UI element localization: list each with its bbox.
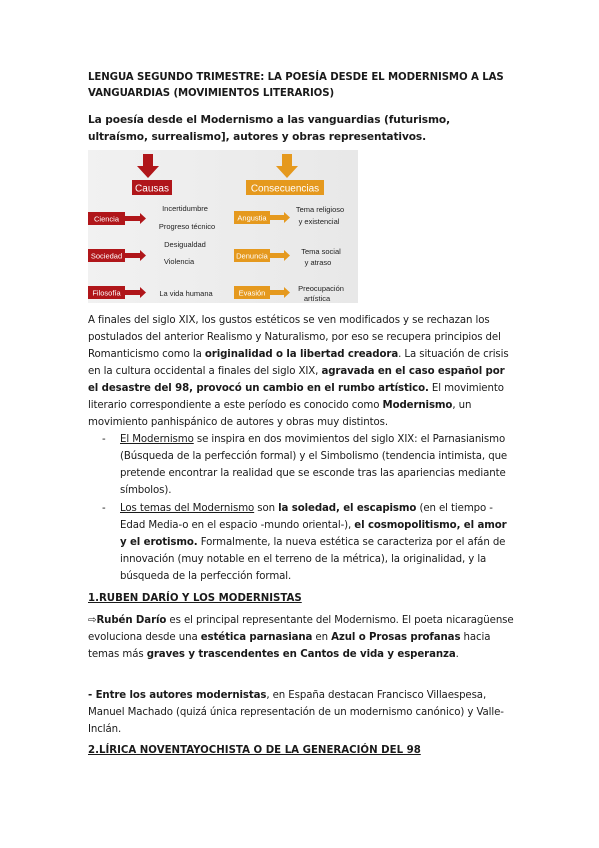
middle-label-1a: Incertidumbre xyxy=(162,204,208,213)
causes-consequences-diagram xyxy=(88,150,358,303)
p1-text-1: A finales del siglo XIX, los gustos estéticos se ven modificados y se rechazan los postulados del anterior Realismo y Naturalismo, por eso se recupera principios del Romanticismo como la xyxy=(88,315,501,360)
p2-bold-4: graves y trascendentes en Cantos de vida y esperanza xyxy=(146,649,456,660)
result-label-2b: y atraso xyxy=(304,258,332,267)
cause-arrow-3 xyxy=(125,287,146,298)
p1-bold-1: originalidad o la libertad creadora xyxy=(204,349,399,360)
list-item-2-text-3: Formalmente, la nueva estética se caracteriza por el afán de innovación (muy notable en el terreno de la métrica), la originalidad, y la búsqueda de la perfección formal. xyxy=(120,537,506,582)
middle-label-2a: Desigualdad xyxy=(164,240,206,249)
list-item-2-text-2: (en el tiempo -Edad Media-o en el espacio -mundo oriental-), xyxy=(120,503,493,531)
list-item xyxy=(100,431,514,499)
p2-text-2: en xyxy=(312,632,332,643)
list-item-1-text: se inspira en dos movimientos del siglo XIX: el Parnasianismo (Búsqueda de la perfección formal) y el Simbolismo (tendencia intimista, que pretende encontrar la realidad que se esconde tras las apariencias mediante símbolos). xyxy=(120,434,508,496)
section-heading-1: 1.RUBEN DARÍO Y LOS MODERNISTAS xyxy=(88,593,302,604)
p1-text-2: . La situación de crisis en la cultura occidental a finales del siglo XIX, xyxy=(88,349,509,377)
result-label-3a: Preocupación xyxy=(298,284,344,293)
middle-label-3a: La vida humana xyxy=(159,289,213,298)
consecuencias-header: Consecuencias xyxy=(250,183,320,195)
p1-text-3: El movimiento literario correspondiente a este período es conocido como xyxy=(88,383,504,411)
p3-text-1: , en España destacan Francisco Villaespesa, Manuel Machado (quizá única representación de un modernismo canónico) y Valle-Inclán. xyxy=(88,690,504,735)
cause-label-filosofia: Filosofía xyxy=(92,288,121,298)
list-item xyxy=(100,500,514,585)
consequence-arrow-2 xyxy=(270,250,290,261)
consequence-label-angustia: Angustia xyxy=(237,213,267,223)
result-label-1a: Tema religioso xyxy=(295,205,345,214)
p2-text-1: es el principal representante del Modernismo. El poeta nicaragüense evoluciona desde una xyxy=(88,615,514,643)
intro-paragraph xyxy=(88,312,514,431)
causas-header: Causas xyxy=(135,183,169,195)
arrow-icon: ⇨ xyxy=(88,615,97,626)
consequence-arrow-1 xyxy=(270,212,290,223)
cause-label-ciencia: Ciencia xyxy=(93,214,120,224)
list-dash: - xyxy=(102,503,106,514)
list-item-2-bold-1: la soledad, el escapismo xyxy=(278,503,417,514)
document-title: LENGUA SEGUNDO TRIMESTRE: LA POESÍA DESDE EL MODERNISMO A LAS VANGUARDIAS (MOVIMIENTOS LITERARIOS) xyxy=(88,72,504,99)
p1-bold-2: agravada en el caso español por el desastre del 98, provocó un cambio en el rumbo artístico. xyxy=(88,366,505,394)
p2-bold-2: estética parnasiana xyxy=(200,632,313,643)
consecuencias-arrow xyxy=(276,154,298,178)
list-item-2-text-1: son xyxy=(254,503,279,514)
section-heading-2: 2.LÍRICA NOVENTAYOCHISTA O DE LA GENERACIÓN DEL 98 xyxy=(88,745,421,756)
cause-arrow-1 xyxy=(125,213,146,224)
result-label-3b: artística xyxy=(303,294,331,303)
consequence-label-evasion: Evasión xyxy=(238,288,266,298)
p2-bold-1: Rubén Darío xyxy=(96,615,167,626)
causas-arrow xyxy=(137,154,159,178)
list-item-2-bold-2: el cosmopolitismo, el amor y el erotismo. xyxy=(120,520,507,548)
middle-label-2b: Violencia xyxy=(163,257,195,266)
list-item-1-underline: El Modernismo xyxy=(120,434,194,445)
list-dash: - xyxy=(102,434,106,445)
cause-label-sociedad: Sociedad xyxy=(90,251,123,261)
p2-text-4: . xyxy=(455,649,459,660)
modernist-authors-paragraph xyxy=(88,687,514,738)
list-item-2-underline: Los temas del Modernismo xyxy=(120,503,255,514)
cause-arrow-2 xyxy=(125,250,146,261)
p2-bold-3: Azul o Prosas profanas xyxy=(331,632,461,643)
diagram-svg xyxy=(88,150,358,303)
result-label-1b: y existencial xyxy=(298,217,340,226)
modernismo-list xyxy=(100,431,514,585)
p1-bold-3: Modernismo xyxy=(382,400,453,411)
ruben-dario-paragraph xyxy=(88,612,514,663)
document-subtitle: La poesía desde el Modernismo a las vanguardias (futurismo, ultraísmo, surrealismo], autores y obras representativos. xyxy=(88,114,451,143)
p3-bold-1: - Entre los autores modernistas xyxy=(88,690,267,701)
p1-text-4: , un movimiento panhispánico de autores y obras muy distintos. xyxy=(88,400,472,428)
result-label-2a: Tema social xyxy=(301,247,341,256)
p2-text-3: hacia temas más xyxy=(88,632,491,660)
consequence-label-denuncia: Denuncia xyxy=(236,251,268,261)
middle-label-1b: Progreso técnico xyxy=(158,222,216,231)
consequence-arrow-3 xyxy=(270,287,290,298)
